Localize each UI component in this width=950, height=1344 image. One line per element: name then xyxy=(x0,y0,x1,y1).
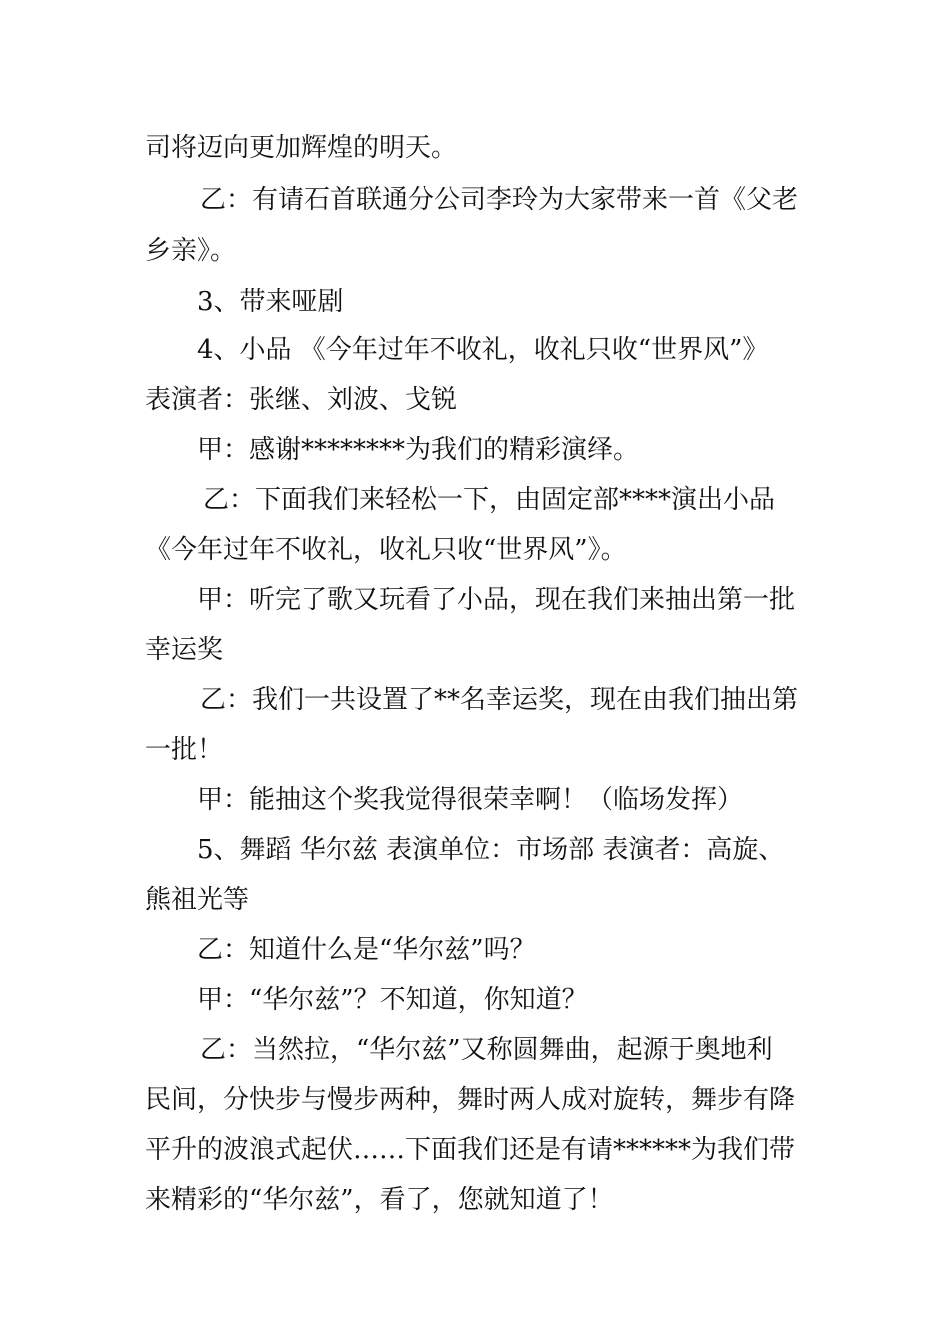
text-line: 乙：知道什么是“华尔兹”吗？ xyxy=(197,935,536,965)
text-line: 乙：有请石首联通分公司李玲为大家带来一首《父老 xyxy=(200,185,799,215)
text-line: 乙：我们一共设置了**名幸运奖，现在由我们抽出第 xyxy=(200,685,799,715)
text-line: 乙：下面我们来轻松一下，由固定部****演出小品 xyxy=(203,485,776,515)
text-line: 乡亲》。 xyxy=(145,236,237,266)
text-line: 幸运奖 xyxy=(145,635,224,665)
text-line: 平升的波浪式起伏……下面我们还是有请******为我们带 xyxy=(145,1135,796,1165)
text-line: 民间，分快步与慢步两种，舞时两人成对旋转，舞步有降 xyxy=(145,1085,796,1115)
text-line: 司将迈向更加辉煌的明天。 xyxy=(145,133,458,163)
text-line: 3、带来哑剧 xyxy=(197,287,344,317)
text-line: 乙：当然拉，“华尔兹”又称圆舞曲，起源于奥地利 xyxy=(200,1035,773,1065)
text-line: 甲：感谢********为我们的精彩演绎。 xyxy=(197,435,640,465)
text-line: 表演者：张继、刘波、戈锐 xyxy=(145,385,458,415)
text-line: 一批！ xyxy=(145,735,224,765)
text-line: 熊祖光等 xyxy=(145,885,250,915)
text-line: 《今年过年不收礼，收礼只收“世界风”》。 xyxy=(145,535,627,565)
text-line: 甲：“华尔兹”？不知道，你知道？ xyxy=(197,985,588,1015)
text-line: 5、舞蹈 华尔兹 表演单位：市场部 表演者：高旋、 xyxy=(197,835,785,865)
text-line: 来精彩的“华尔兹”，看了，您就知道了！ xyxy=(145,1185,614,1215)
text-line: 甲：能抽这个奖我觉得很荣幸啊！（临场发挥） xyxy=(197,785,744,815)
text-line: 4、小品 《今年过年不收礼，收礼只收“世界风”》 xyxy=(197,335,769,365)
text-line: 甲：听完了歌又玩看了小品，现在我们来抽出第一批 xyxy=(197,585,796,615)
